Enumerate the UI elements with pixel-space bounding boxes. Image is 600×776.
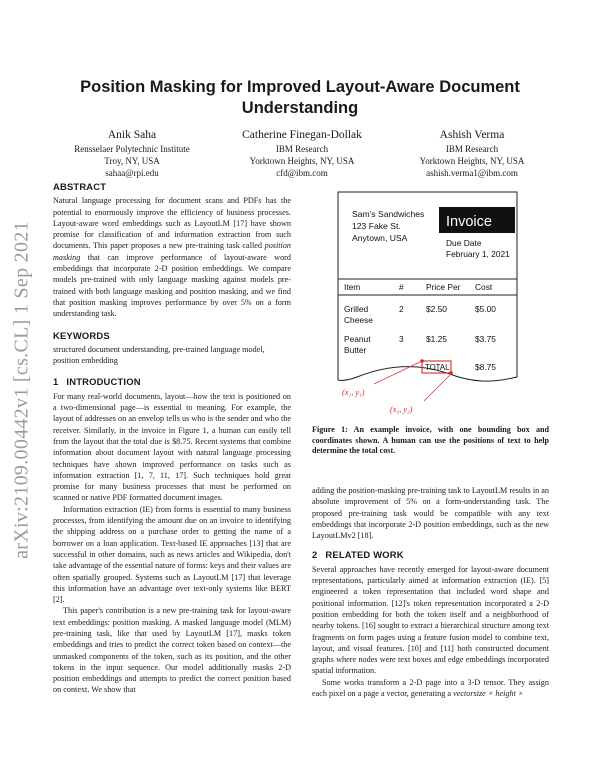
author-email: ashish.verma1@ibm.com <box>426 168 518 178</box>
intro-paragraph-3: This paper's contribution is a new pre-training task for layout-aware text embeddings: position masking. A masked language model (MLM) pre-training task, like that used by LayoutLM [17], masks token embeddings and tries to predict the correct token based on context—the unmasked components of the token, such as its position, and the other tokens in the input sequence. Our model additionally masks 2-D position embeddings and attempts to predict the correct position based on context. We show that <box>53 606 291 695</box>
row-2-item-line-1: Peanut <box>344 334 371 344</box>
row-1-item-line-2: Cheese <box>344 315 373 325</box>
corner-point-2 <box>449 371 453 375</box>
row-1-item-line-1: Grilled <box>344 304 369 314</box>
invoice-drawing <box>312 190 549 420</box>
header-item: Item <box>344 282 361 292</box>
invoice-badge-label: Invoice <box>446 214 492 230</box>
coord-leader-2 <box>424 375 450 401</box>
abstract-text-part: Natural language processing for document scans and PDFs has the potential to enormously improve the efficiency of business processes. Layout-aware word embeddings such as LayoutLM [17] have shown promise for classification of and information extraction from such documents. This paper proposes a new pre-training task called <box>53 196 291 251</box>
arxiv-stamp <box>4 195 40 585</box>
intro-paragraph-1: For many real-world documents, layout—how the text is positioned on a two-dimensional page—is essential to meaning. For example, the layout of addresses on an envelop tells us who is the sender and who the receiver. Similarly, in the invoice in Figure 1, a human can easily tell from the layout that the total due is $8.75. Recent systems that combine information about document layout with natural language processing techniques have shown improved performance on tasks such as information extraction [1, 7, 11, 17]. Such techniques hold great promise for many business processes that must be performed on scanned or native PDF formatted document images. <box>53 391 291 503</box>
author-affiliation: Rensselaer Polytechnic Institute <box>74 144 190 154</box>
row-1-cost: $5.00 <box>475 304 496 314</box>
related-paragraph-2 <box>312 677 549 700</box>
author-email: sahaa@rpi.edu <box>105 168 159 178</box>
due-date-value: February 1, 2021 <box>446 249 510 259</box>
author-1 <box>52 128 212 179</box>
intro-continuation: adding the position-masking pre-training task to LayoutLM results in an absolute improvement of 5% on a form-understanding task. The proposed pre-training task would be compatible with any text embeddings that incorporate 2-D position embeddings, such as the new LayoutLMv2 [18]. <box>312 486 549 541</box>
row-2-item-line-2: Butter <box>344 345 367 355</box>
total-label: TOTAL <box>425 363 450 372</box>
sender-name: Sam's Sandwiches <box>352 209 425 219</box>
author-affiliation: IBM Research <box>445 144 499 154</box>
author-location: Yorktown Heights, NY, USA <box>419 156 525 166</box>
sender-street: 123 Fake St. <box>352 221 401 231</box>
related-text-part: Some works transform a 2-D page into a 3-D tensor. They assign each pixel on a page a vector, generating a <box>312 677 549 699</box>
section-number: 1 <box>53 376 59 388</box>
header-price: Price Per <box>426 282 461 292</box>
keywords-heading: KEYWORDS <box>53 329 110 341</box>
row-1-qty: 2 <box>399 304 404 314</box>
sender-city: Anytown, USA <box>352 233 408 243</box>
section-title: INTRODUCTION <box>66 376 141 388</box>
abstract-text-part: that can improve performance of layout-aware word embeddings that incorporate 2-D position embeddings. We compare models pre-trained with only language masking against models pre-trained with both language masking and position masking, and we find that position masking improves performance by over 5% on a form understanding task. <box>53 252 291 319</box>
keywords-text: structured document understanding, pre-trained language model, position embedding <box>53 344 265 366</box>
author-2 <box>222 128 382 179</box>
section-number: 2 <box>312 549 318 561</box>
header-qty: # <box>399 282 404 292</box>
author-location: Yorktown Heights, NY, USA <box>249 156 355 166</box>
related-paragraph-1: Several approaches have recently emerged for layout-aware document representations, particularly aimed at information extraction (IE). [5] engineered a token representation that included word shape and positional information. [12]'s token representation incorporated a 2-D position embedding for both the token itself and a neighborhood of nearby tokens. [16] sought to extract a hierarchical structure among text fragments on form pages using a feature fusion model to combine text, layout, and visual features. [10] and [11] both constructed document graphs where nodes were text boxes and edge embeddings incorporated spatial information. <box>312 564 549 676</box>
author-name: Catherine Finegan-Dollak <box>242 129 362 141</box>
section-title: RELATED WORK <box>325 549 404 561</box>
total-value: $8.75 <box>475 362 496 372</box>
right-column <box>312 485 549 699</box>
row-2-price: $1.25 <box>426 334 447 344</box>
left-column <box>53 181 291 696</box>
section-heading-related <box>312 549 549 560</box>
section-heading-intro <box>53 376 291 387</box>
abstract-text <box>53 195 291 319</box>
arxiv-stamp-text: arXiv:2109.00442v1 [cs.CL] 1 Sep 2021 <box>10 221 33 559</box>
author-name: Ashish Verma <box>439 129 505 141</box>
corner-point-1 <box>420 359 424 363</box>
due-date-label: Due Date <box>446 238 482 248</box>
paper-title: Position Masking for Improved Layout-Aware Document Understanding <box>80 78 520 117</box>
figure-caption: Figure 1: An example invoice, with one bounding box and coordinates shown. A human can use the positions of text to help determine the total cost. <box>312 425 549 456</box>
abstract-emphasis: position masking <box>53 241 291 262</box>
row-1-price: $2.50 <box>426 304 447 314</box>
coord-label-2: (x₂, y₂) <box>390 405 413 414</box>
author-location: Troy, NY, USA <box>104 156 160 166</box>
invoice-figure <box>312 190 549 420</box>
author-name: Anik Saha <box>107 129 157 141</box>
author-email: cfd@ibm.com <box>276 168 328 178</box>
author-3 <box>392 128 552 179</box>
coord-label-1: (x₁, y₁) <box>342 388 365 397</box>
abstract-heading: ABSTRACT <box>53 181 107 192</box>
author-block <box>52 128 552 179</box>
row-2-qty: 3 <box>399 334 404 344</box>
intro-paragraph-2: Information extraction (IE) from forms is essential to many business processes, from identifying the amount due on an invoice to identifying the shipping address on a purchase order to getting the name of a borrower on a loan application. Text-based IE approaches [13] that are successful in other domains, such as news articles and Wikipedia, don't take advantage of the essential nature of forms: keys and their values are often spatially grouped. Systems such as LayoutLM [17] that leverage this information have an advantage over text-only systems like BERT [2]. <box>53 504 291 605</box>
row-2-cost: $3.75 <box>475 334 496 344</box>
author-affiliation: IBM Research <box>275 144 329 154</box>
header-cost: Cost <box>475 282 493 292</box>
math-expression: vectorsize × height × <box>453 689 524 699</box>
